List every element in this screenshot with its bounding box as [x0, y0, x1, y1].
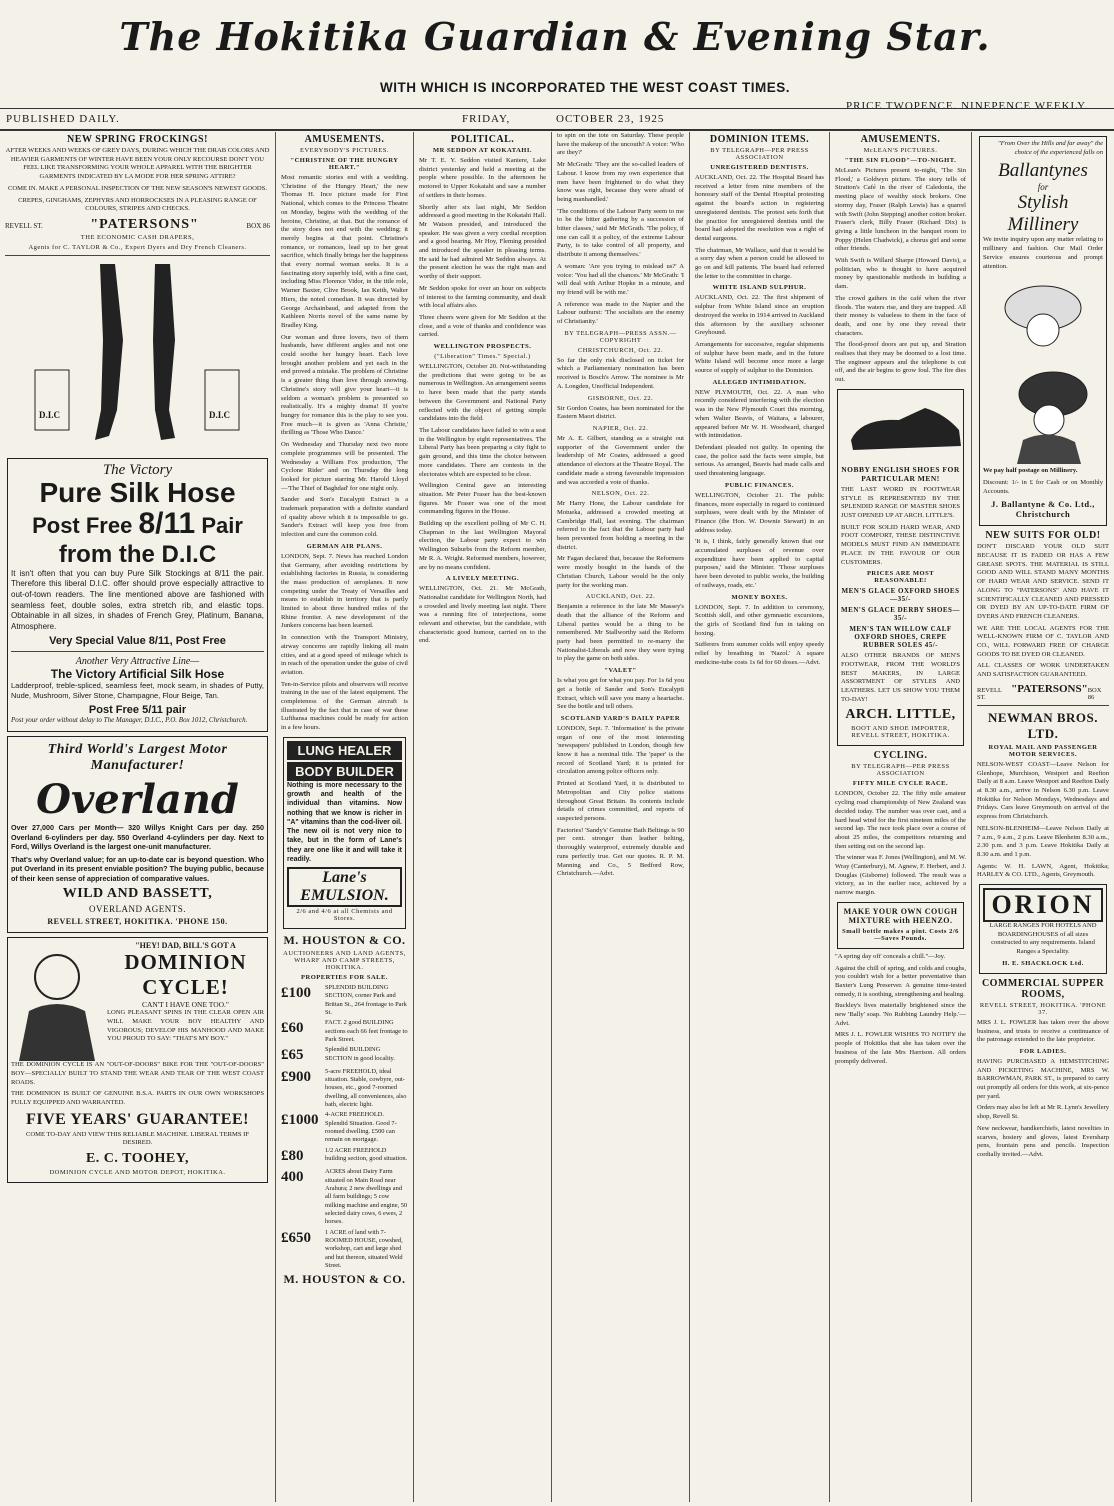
ballantyne-footer: J. Ballantyne & Co. Ltd., Christchurch [991, 499, 1095, 520]
column-7 [972, 132, 1114, 1502]
sulphur-text: AUCKLAND, Oct. 22. The first shipment of sulphur from White Island since an eruption destroyed the works in 1914 arrived in Auckland this afternoon by the auxiliary schooner Greyhound. [695, 294, 824, 337]
wellington-text-3: Wellington Central gave an interesting situation. Mr Peter Fraser has the best-known figures. Mr Fraser was one of the most commanding figures in the House. [419, 482, 546, 516]
seddon-heading: MR SEDDON AT KOKATAHI. [432, 147, 532, 154]
shoe-price-2: MEN'S GLACE DERBY SHOES—35/- [841, 606, 960, 623]
dic-hosiery-ad [7, 458, 268, 732]
overland-logo: Overland [36, 776, 239, 824]
shoe-price-3: MEN'S TAN WILLOW CALF OXFORD SHOES, CREPE RUBBER SOLES 45/- [849, 625, 952, 650]
cycle-text-2: THE DOMINION CYCLE IS AN "OUT-OF-DOORS" BIKE FOR THE "OUT-OF-DOORS" BOY—SPECIALLY BUILT TO STAND THE WEAR AND TEAR OF THE WEST COAST ROADS. [11, 1061, 264, 1086]
newman-heading: NEWMAN BROS. LTD. [987, 709, 1098, 741]
box-label: BOX 86 [1087, 686, 1102, 701]
press-assn-label: BY TELEGRAPH—PRESS ASSN.—COPYRIGHT [564, 329, 677, 344]
col4-text-3: 'The conditions of the Labour Party seem to me to be the bitter gathering by a succession of bitter classes,' said Mr McGrath. 'The policy, if one can call it a policy, of the extreme Labour Party, is to take control of all property, and distribute it among themselves.' [557, 207, 684, 259]
newspaper-title: The Hokitika Guardian & Evening Star. [119, 14, 991, 59]
finances-heading: PUBLIC FINANCES. [724, 481, 795, 489]
property-6: £80 1/2 ACRE FREEHOLD building section, good situation. [281, 1146, 408, 1164]
make-mixture: MAKE YOUR OWN COUGH MIXTURE with HEENZO. [843, 906, 958, 925]
valet-text: Is what you get for what you pay. For 1s 6d you get a bottle of Sander and Son's Eucalypti Extract, which will save you many a heartache. See the bottle and tell others. [557, 677, 684, 711]
orion-ad [979, 884, 1107, 974]
cycle-text: LONG PLEASANT SPINS IN THE CLEAR OPEN AIR WILL MAKE YOUR BOY HEALTHY AND VIGOROUS; DEVELOP HIS MANHOOD AND MAKE YOU PROUD TO SAY: "THAT'S MY BOY." [107, 1009, 264, 1043]
mcleans-label: McLEAN'S PICTURES. [863, 147, 938, 154]
german-text-2: In connection with the Transport Ministry, airway concerns are rapidly linking all main cities, and at a good speed of mileage which is in reach of the operation under the guise of civil aviation. [281, 634, 408, 676]
dominion-title: DOMINION [124, 950, 247, 975]
price-line-811 [11, 507, 264, 541]
newman-text-3: Agents: W. H. LAWN, Agent, Hokitika; HARLEY & CO. LTD., Agents, Greymouth. [977, 862, 1109, 879]
property-8: £650 1 ACRE of land with 7-ROOMED HOUSE, cowshed, workshop, cart and large shed and hut thereon, situated Weld Street. [281, 1228, 403, 1269]
amusements-heading-2: AMUSEMENTS. [860, 134, 941, 145]
overland-text: Over 27,000 Cars per Month— 320 Willys Knight Cars per day. 250 Overland 6-cylinders per day. 550 Overland 4-cylinders per day. Next to Ford, Willys Overland is the largest one-unit manufacturer. [11, 823, 264, 852]
neckwear-text: New neckwear, handkerchiefs, latest novelties in scarves, hosiery and gloves, latest Eversharp pens, fountain pens and pencils. Inspection cordially invited.—Advt. [977, 1124, 1109, 1158]
scotland-text: LONDON, Sept. 7. 'Information' is the private organ of one of the most interesting 'newspapers' published in London, though few know it has a nominal title. The 'paper' is the record of Scotland Yard; it is printed for circulation among police officers only. [557, 724, 684, 776]
property-1: £100 SPLENDID BUILDING SECTION, corner Park and Brittan St., 264 frontage to Park St. [281, 984, 407, 1016]
column-5 [690, 132, 830, 1502]
property-7: 400 ACRES about Dairy Farm situated on Main Road near Arahura; 2 new dwellings and all farm buildings; 5 cow milking machine and engine, 50 selected dairy cows, 6 ewes, 2 horses. [281, 1168, 408, 1226]
ballantynes-logo: Ballantynes [998, 160, 1088, 182]
nelson-text-2: Mr Fagan declared that, because the Reformers were mostly bought in the hands of the Christian Church, Labour would be the only party for the working man. [557, 555, 684, 589]
newman-text-2: NELSON-BLENHEIM—Leave Nelson Daily at 7 a.m., 9 a.m., 2 p.m. Leave Blenheim 8.30 a.m., 2.30 p.m. and 3 p.m. Leave Hokitika Daily at 8.30 a.m. and 1 p.m. [977, 824, 1109, 858]
german-text: LONDON, Sept. 7. News has reached London that Germany, after avoiding restrictions by establishing factories in Russia, is considering the mass production of aeroplanes. It now competing under the Treaty of Versailles and means to establish in territory that is partly limited to about three hundred miles of the Rhine frontier. A new development of the Junkers concerns has been learned. [281, 552, 408, 630]
post-free-label: Post Free [32, 512, 133, 538]
patersons-line-2 [977, 683, 1109, 701]
sin-flood-title: "THE SIN FLOOD"—TO-NIGHT. [844, 157, 957, 164]
dentists-text-2: The chairman, Mr Wallace, said that it would be a sorry day when a person could be allowed to go on and kill patients. The board had referred the letter to the committee in charge. [695, 246, 824, 280]
millinery-quote: "From Over the Hills and far away" the choice of the experienced falls on [997, 140, 1103, 156]
intimidation-text-2: Defendant pleaded not guilty. In opening the case, the police said the facts were simple, but serious. As arranged, Beavis had made calls and used threatening language. [695, 443, 824, 478]
revell-label: REVELL ST. [5, 221, 43, 230]
arch-little-name: ARCH. LITTLE, [845, 707, 956, 723]
ballantynes-ad [979, 136, 1107, 526]
suits-text-3: ALL CLASSES OF WORK UNDERTAKEN AND SATISFACTION GUARANTEED. [977, 662, 1109, 679]
sulphur-text-2: Arrangements for successive, regular shipments of sulphur have been made, and in the future White Island will become once more a large source of supply of sulphur to the Dominion. [695, 340, 824, 375]
dateline-bar [0, 108, 1114, 131]
finances-text: WELLINGTON, October 21. The public finances, more especially in regard to continued surpluses, were dealt with by the Minister of Finance (the Hon. W. Downie Stewart) in an address today. [695, 491, 824, 534]
from-dic: from the D.I.C [58, 540, 217, 568]
nelson-text: Mr Harry Hone, the Labour candidate for Motueka, addressed a crowded meeting at Cambridge Hall, last evening. The chairman referred to the fact that the Labour party had been prevented from holding a meeting in the district. [557, 500, 684, 551]
christine-text-3: On Wednesday and Thursday next two more complete programmes will be presented. The Wednesday a William Fox production, 'The Cyclone Rider' and on Thursday the long looked for picture starring Mr. Harold Lloyd—'The Thief of Baghdad' for one night only. [281, 441, 408, 492]
shacklock-name: H. E. SHACKLOCK Ltd. [1002, 959, 1084, 967]
auckland-dateline: AUCKLAND, Oct. 22. [585, 593, 656, 601]
sulphur-heading: WHITE ISLAND SULPHUR. [712, 284, 807, 292]
shoe-text: ALSO OTHER BRANDS OF MEN'S FOOTWEAR, FROM THE WORLD'S BEST MAKERS, IN LARGE ASSORTMENT OF STYLES AND LEATHERS. LET US SHOW YOU THEM TO-DAY! [841, 652, 960, 703]
column-4 [552, 132, 690, 1502]
suits-text-2: WE ARE THE LOCAL AGENTS FOR THE WELL-KNOWN FIRM OF C. TAYLOR AND CO., WILL FORWARD FREE OF CHARGE GOODS TO BE DYED OR CLEANED. [977, 624, 1109, 658]
supper-text: MRS J. L. FOWLER has taken over the above business, and trusts to receive a continuance of the patronage extended to the late proprietor. [977, 1018, 1109, 1044]
toohey-sub: DOMINION CYCLE AND MOTOR DEPOT, HOKITIKA. [49, 1169, 226, 1177]
spring-text: Against the chill of spring, and colds and coughs, you couldn't wish for a better preventative than Baxter's Lung Preserver. A genuine time-tested remedy, it is soothing, strengthening and healing. [835, 964, 966, 998]
dominion-items-heading: DOMINION ITEMS. [709, 134, 810, 145]
press-assn-label: BY TELEGRAPH—PER PRESS ASSOCIATION [851, 763, 950, 778]
wellington-text-4: Building up the excellent polling of Mr C. H. Chapman in the last Wellington Mayoral election, the Labour party expect to win Wellington Suburbs from the Reform member, Mr R. A. Wright. Reformed members, however, are by no means confident. [419, 520, 546, 571]
col4-text-5: A reference was made to the Napier and the Labour outburst: 'The socialists are the enemy of Christianity.' [557, 300, 684, 326]
masthead [0, 0, 1114, 118]
stylish-millinery: Stylish Millinery [1007, 192, 1079, 236]
price-line: PRICE TWOPENCE. NINEPENCE WEEKLY. [846, 100, 1089, 112]
intimidation-text: NEW PLYMOUTH, Oct. 22. A man who recently considered interfering with the election was in the New Plymouth Court this morning, when Walter Beavis, of Waitara, a labourer, appeared before Mr W. H. Woodward, charged with intimidation. [695, 388, 824, 440]
victory-label: The Victory [102, 461, 173, 478]
houston-sub: AUCTIONEERS AND LAND AGENTS, WHARF AND CAMP STREETS, HOKITIKA. [283, 950, 406, 971]
property-2: £60 FACT. 2 good BUILDING sections each 66 feet frontage to Park Street. [281, 1019, 408, 1043]
overland-agents: OVERLAND AGENTS. [89, 904, 186, 915]
frockings-text-2: COME IN. MAKE A PERSONAL INSPECTION OF THE NEW SEASON'S NEWEST GOODS. [7, 184, 268, 192]
col4-text-2: Mr McGrath: 'They are the so-called leaders of Labour. I know from my own experience that men have been frightened to do what they know was right, because they were afraid of being manhandled.' [557, 161, 684, 203]
cycle-text-3: THE DOMINION IS BUILT OF GENUINE B.S.A. PARTS IN OUR OWN WORKSHOPS FULLY EQUIPPED AND WARRANTED. [11, 1090, 264, 1107]
patersons-sub: THE ECONOMIC CASH DRAPERS, [80, 233, 195, 241]
cycling-subheading: FIFTY MILE CYCLE RACE. [852, 780, 949, 788]
lanes-price: 2/6 and 4/6 at all Chemists and Stores. [296, 908, 393, 922]
property-4: £900 5-acre FREEHOLD, ideal situation. Stable, cowbyre, out-houses, etc., good 7-roomed dwelling, all conveniences, also bath, electric light. [281, 1067, 407, 1109]
lively-heading: A LIVELY MEETING. [445, 575, 520, 583]
arch-little-sub: BOOT AND SHOE IMPORTER, REVELL STREET, HOKITIKA. [851, 725, 950, 740]
sander-text: Sander and Son's Eucalypti Extract is a trademark preparation with a definite standard of quality above which it is impossible to go. Sander's Extract will keep you free from infection and cure the common cold. [281, 496, 408, 539]
spring-days: "A spring day oft' conceals a chill."—Joy. [835, 952, 946, 960]
date-label: OCTOBER 23, 1925 [556, 113, 665, 125]
napier-text: Mr A. E. Gilbert, standing as a straight out supporter of the Government under the leadership of Mr Coates, addressed a good attendance of electors at the Theatre Royal. The candidate made a strong favourable impression and was accorded a vote of thanks. [557, 434, 684, 486]
factories-text: Factories! 'Sandy's' Genuine Bath Beltings is 90 per cent. stronger than leather belting, thoroughly waterproof, extremely durable and runs perfectly true. Get our quotes. R. P. M. Manning and Co., 5 Bedford Row, Christchurch.—Advt. [557, 826, 684, 878]
lanes-text: Nothing is more necessary to the growth and health of the individual than vitamins. Now nothing that we know is richer in "A" vitamins than the cod-liver oil. The new oil is not very nice to take, but in the form of Lane's they are one like it and will take it readily. [287, 781, 402, 863]
seddon-text-3: Mr Seddon spoke for over an hour on subjects of interest to the farming community, and dealt with local affairs also. [419, 284, 546, 310]
supper-heading: COMMERCIAL SUPPER ROOMS, [981, 977, 1105, 1000]
christchurch-text: So far the only risk disclosed on ticket for which a Parliamentary nomination has been received is Bosch's Arrow. The nominee is Mr A. Longden, Unofficial Independent. [557, 356, 684, 390]
orion-text: LARGE RANGES FOR HOTELS AND BOARDINGHOUSES of all sizes constructed to any requirements. Island Ranges a Speciality. [989, 922, 1097, 956]
patersons-name: "PATERSONS" [1011, 682, 1088, 695]
frockings-text: AFTER WEEKS AND WEEKS OF GREY DAYS, DURING WHICH THE DRAB COLORS AND HEAVIER GARMENTS OF WINTER HAVE BEEN YOUR ONLY RECOURSE DON'T YOU FEEL LIKE TRANSFORMING YOUR WHOLE APPAREL WITH THE BRIGHTER GARMENTS INDICATED BY LA MODE FOR HER SPRING ATTIRE? [5, 147, 270, 181]
box-label: BOX 86 [246, 221, 270, 230]
prices-line: PRICES ARE MOST REASONABLE! [866, 570, 935, 585]
everybodys-label: EVERYBODY'S PICTURES. [300, 147, 389, 154]
cycling-text: LONDON, October 22. The fifty mile amateur cycling road championship of New Zealand was decided today. The number was over cast, and a hard head wind for the first nineteen miles of the second lap. The race took place over a course of about 25 miles, the competitors returning and then setting out on the second lap. [835, 790, 966, 850]
lanes-logo: Lane's EMULSION. [287, 867, 402, 907]
nobby-heading: NOBBY ENGLISH SHOES FOR PARTICULAR MEN! [841, 464, 960, 483]
seddon-text: Mr T. E. Y. Seddon visited Kaniere, Lake district yesterday and held a meeting at the people where possible. In the afternoon he motored to Upper Kokatahi and saw a number of settlers in their homes. [419, 157, 546, 199]
artificial-text: Ladderproof, treble-spliced, seamless feet, mock seam, in shades of Putty, Nude, Mushroom, Silver Stone, Champagne, Flour Beige, Tan. [11, 681, 264, 701]
sin-text: McLean's Pictures present to-night, 'The Sin Flood,' a Goldwyn picture. The story tells of Stratton's Café in the river of Caledonia, the meeting place of wealthy stock brokers. One stormy day, Fraser (Ralph Lewis) has a quarrel with Swift (John Stepping) another cotton broker. Fraser's clerk, Billy Fraser (Richard Dix) is giving a little luncheon in the banquet room to Poppy (Helen Chadwick), a chorus girl and some other friends. [835, 167, 966, 253]
houston-footer: M. HOUSTON & CO. [283, 1272, 406, 1287]
toohey-name: E. C. TOOHEY, [85, 1151, 190, 1167]
col4-text: to spin on the tote on Saturday. These people have the makeup of the uncouth? A voice: 'Who are they?' [557, 132, 684, 157]
column-6 [830, 132, 972, 1502]
hose-text: It isn't often that you can buy Pure Silk Stockings at 8/11 the pair. Therefore this liberal D.I.C. offer should prove especially attractive to out-of-town readers. The line mentioned above are fashioned with seamless feet, double soles, extra stretch rib, and elastic tops. Obtainable in all sizes, in shades of French Grey, Platinum, Banana, Atmosphere. [11, 568, 264, 631]
dentists-heading: UNREGISTERED DENTISTS. [710, 164, 809, 171]
lively-text: WELLINGTON, Oct. 21. Mr McGrath, Nationalist candidate for Wellington North, had a crowded and lively meeting last night. There was a running fire of interjections, some relevant and otherwise, but the candidate, with characteristic good humour, carried on to the end. [419, 585, 546, 645]
silk-hose-heading: Pure Silk Hose [39, 476, 236, 508]
price-511: Post Free 5/11 pair [88, 703, 187, 716]
post-order: Post your order without delay to The Manager, D.I.C., P.O. Box 1012, Christchurch. [11, 715, 248, 724]
christine-text: Most romantic stories end with a wedding. 'Christine of the Hungry Heart,' the new Thomas H. Ince picture made for First National, which comes to the Princess Theatre on Monday, begins with the wedding of the heroine, Christine, at that. But the romance of the story does not end with the wedding; it merely begins at that point. Christine's romance, or romances, lead up to her great sacrifice, which finally brings her the happiness that every normal woman seeks. It is a fascinating story superbly told, with a fine cast, including Miss Florence Vidor, in the title role, Warner Baxter, Clive Brook, Ian Keith, Walter Hiers, the noted comedian. It was directed by George Archainbaud, and adapted from the Kathleen Norris novel of the same name by Bradley King. [281, 174, 408, 329]
napier-dateline: NAPIER, Oct. 22. [592, 424, 649, 432]
cycle-title: CYCLE! [142, 975, 229, 1000]
christine-text-2: Our woman and three lovers, two of them husbands, have different angles and not one could soothe her hungry heart. Each love brought another problem and yet each in the end proved a mistake. The problem of Christine is a greater thing than love through snowing. Christine's story will give your heart—it is seldom a woman's problem is presented so realistically. It's a mighty drama! If you're hungry for romance this is the play to see you. Free much—it is given as 'Anna Christie,' thrilling as 'Those Who Dance.' [281, 333, 408, 437]
suffering-text: Sufferers from summer colds will enjoy speedy relief by breathing in 'Nazol.' A square medicine-tube costs 1s 6d for 60 doses.—Advt. [695, 641, 824, 666]
heenzo-text: Small bottle makes a pint. Costs 2/6—Saves Pounds. [842, 927, 959, 942]
patersons-name: "PATERSONS" [90, 216, 199, 232]
overland-text-2: That's why Overland value; for an up-to-date car is beyond question. Who put Overland in its present enviable position? The buying public, because of their keen sense of appreciation of comparative values. [11, 854, 264, 883]
hosiery-illustration [5, 260, 270, 454]
political-heading: POLITICAL. [450, 134, 515, 145]
hat-lady-illustration [983, 274, 1109, 464]
nobby-text-2: BUILT FOR SOLID HARD WEAR, AND FOOT COMFORT, THESE DISTINCTIVE MODELS MUST FIND AN IMMEDIATE PLACE IN THE FAVOUR OF OUR CUSTOMERS. [841, 523, 960, 566]
dominion-cycle-ad [7, 937, 268, 1183]
come-today: COME TO-DAY AND VIEW THIS RELIABLE MACHINE. LIBERAL TERMS IF DESIRED. [25, 1130, 250, 1147]
fowler-text: MRS J. L. FOWLER WISHES TO NOTIFY the people of Hokitika that she has taken over the business of the late Mrs Harrison. All orders promptly delivered. [835, 1031, 966, 1065]
gisborne-text: Sir Gordon Coates, has been nominated for the Eastern Maori district. [557, 404, 684, 421]
ladies-text: HAVING PURCHASED A HEMSTITCHING AND PICKETING MACHINE, MRS W. BARROWMAN, PARK ST., is prepared to carry out promptly all orders for this work, at six-pence per yard. [977, 1057, 1109, 1100]
press-assn-label: BY TELEGRAPH—PER PRESS ASSOCIATION [710, 147, 809, 161]
hey-dad: "HEY! DAD, BILL'S GOT A [135, 941, 236, 951]
published-label: PUBLISHED DAILY. [6, 113, 120, 125]
column-3 [414, 132, 552, 1502]
artificial-hose: The Victory Artificial Silk Hose [50, 667, 225, 682]
property-5: £1000 4-ACRE FREEHOLD. Splendid Situation. Good 7-roomed dwelling. £500 can remain on mortgage. [281, 1111, 397, 1144]
patersons-line [5, 217, 270, 233]
amusements-heading: AMUSEMENTS. [304, 134, 385, 145]
stocking-legs-drawing [5, 260, 271, 454]
finances-text-2: 'It is, I think, fairly generally known that our accumulated surpluses of revenue over expenditure have been applied to capital purposes,' said the Minister. 'Those surpluses have been devoted to public works, the building of railways, roads, etc.' [695, 538, 824, 589]
discount-text: Discount: 1/- in £ for Cash or on Monthly Accounts. [983, 478, 1103, 495]
wellington-text-2: The Labour candidates have failed to win a seat in the Wellington by eight representatives. The Liberal Party has been preparing a city fight to gain ground, and this time the choice between more candidates. There are contests in the electorates which are expected to be close. [419, 426, 546, 478]
sin-text-2: With Swift is Willard Sharpe (Howard Davis), a politician, who is thought to have acquired money by questionable methods in building a dam. [835, 257, 966, 291]
wellington-sub: ("Liberation" Times." Special.) [434, 353, 531, 361]
newman-text: NELSON-WEST COAST—Leave Nelson for Glenhope, Murchison, Westport and Reefton Daily at 8 a.m. Leave Westport and Reefton Daily at 8.30 a.m., arrive in Nelson 6.30 p.m. Leave Hokitika for Nelson Mondays, Wednesdays and Fridays. Cars leave Greymouth on arrival of the express from Christchurch. [977, 760, 1109, 821]
column-2 [276, 132, 414, 1502]
property-3: £65 Splendid BUILDING SECTION in good locality. [281, 1046, 395, 1064]
money-heading: MONEY BOXES. [731, 593, 788, 601]
supper-address: REVELL STREET, HOKITIKA. 'PHONE 37. [979, 1001, 1107, 1016]
postage-text: We pay half postage on Millinery. [983, 467, 1078, 475]
auckland-text: Benjamin a reference to the late Mr Massey's death that the alliance of the Reform and Liberal parties would be a thing to be remembered. Mr Stallworthy said the Reform party had been permitted to re-marry the Nationalist-Liberals and now they were trying to play the game on both sides. [557, 603, 684, 663]
wellington-text: WELLINGTON, October 20. Not-withstanding the predictions that were going to be as numerous in Wellington. An arrangement seems to have been made that the party stands between the Government and National Party reflected with the object of getting simple candidates into the field. [419, 363, 546, 423]
boy-illustration [11, 941, 103, 1061]
money-text: LONDON, Sept. 7. In addition to ceremony, Scottish skill, and other gymnastic excursions, the girls of Scotland find fun in taking on boxing. [695, 603, 824, 637]
dic-badge-right: D.I.C [209, 409, 231, 420]
german-text-3: Ten-in-Service pilots and observers will receive training in the use of the latest equipment. The completeness of the German aircraft is illustrated by the fact that in case of war these Lufthansa machines could be ready for action in a few hours. [281, 680, 408, 732]
valet-heading: "VALET" [604, 667, 637, 675]
scotland-heading: SCOTLAND YARD'S DAILY PAPER [560, 714, 681, 722]
ladies-heading: FOR LADIES. [1019, 1047, 1067, 1055]
for-label: for [1037, 182, 1049, 193]
special-value: Very Special Value 8/11, Post Free [49, 635, 226, 648]
christine-title: "CHRISTINE OF THE HUNGRY HEART." [290, 157, 399, 171]
suits-heading: NEW SUITS FOR OLD! [985, 530, 1101, 542]
houston-heading: M. HOUSTON & CO. [283, 933, 406, 947]
ladies-text-2: Orders may also be left at Mr R. Lynn's Jewellery shop, Revell St. [977, 1104, 1109, 1121]
another-line: Another Very Attractive Line— [75, 656, 200, 668]
body-builder: BODY BUILDER [287, 762, 402, 781]
buckley-text: Buckley's lives materially brightened since the new 'Bally' soap. 'No Rubbing Laundry Help.'—Advt. [835, 1002, 966, 1027]
revell-label: REVELL ST. [977, 686, 1002, 701]
intimidation-heading: ALLEGED INTIMIDATION. [712, 378, 807, 386]
properties-heading: PROPERTIES FOR SALE. [301, 974, 388, 981]
shoe-price-1: MEN'S GLACE OXFORD SHOES—35/- [841, 587, 960, 604]
day-label: FRIDAY, [462, 113, 511, 125]
sin-text-3: The crowd gathers in the café when the river floods. The waters rise, and they are trapped. All their money is valueless to them in the face of death, and one by one they reveal their characters. [835, 294, 966, 337]
overland-address: REVELL STREET, HOKITIKA. 'PHONE 150. [47, 917, 228, 927]
suits-text: DON'T DISCARD YOUR OLD SUIT BECAUSE IT IS FADED OR HAS A FEW GREASE SPOTS. THE MATERIAL IS STILL GOOD AND WILL STAND MANY MONTHS OF HARD WEAR AND SERVICE. SEND IT ALONG TO "PATERSONS" AND HAVE IT SCIENTIFICALLY CLEANED AND PRESSED OR DYED BY AN UP-TO-DATE FIRM OF DYERS AND FRENCH CLEANERS. [977, 543, 1109, 620]
newspaper-subtitle: WITH WHICH IS INCORPORATED THE WEST COAST TIMES. [380, 80, 790, 95]
cycling-text-2: The winner was F. Jones (Wellington), and M. W. Wray (Canterbury), M. Agnew, F. Herbert, and J. Douglas (Gisborne) followed. The result was a victory, as in the earlier race, achieved by a narrow margin. [835, 854, 966, 897]
wellington-heading: WELLINGTON PROSPECTS. [433, 343, 532, 351]
column-1 [0, 132, 276, 1502]
german-heading: GERMAN AIR PLANS. [306, 542, 383, 550]
orion-logo: ORION [983, 888, 1103, 922]
col4-text-4: A woman: 'Are you trying to mislead us?' A voice: 'You had all the chances.' Mr McGrath: 'I will deal with Arthur Hopke in a minute, and my friend will be with me.' [557, 262, 684, 296]
arch-little-ad [837, 389, 964, 747]
lanes-ad [283, 737, 406, 929]
price-811: 8/11 [138, 506, 196, 540]
overland-ad [7, 736, 268, 933]
wild-bassett: WILD AND BASSETT, [62, 886, 213, 902]
seddon-text-2: Shortly after six last night, Mr Seddon addressed a good meeting in the Kokatahi Hall. Mr Watson presided, and introduced the speaker. He was given a very cordial reception and a good hearing. Mr Hoy, Fleming presided and introduced the speaker in pleasing terms. He said he had admired Mr Seddon always. At the present election he was the right man and worthy of their support. [419, 203, 546, 281]
seddon-text-4: Three cheers were given for Mr Seddon at the close, and a vote of thanks and confidence was carried. [419, 313, 546, 339]
motor-heading: Third World's Largest Motor Manufacturer! [47, 742, 228, 774]
cycling-heading: CYCLING. [873, 750, 928, 762]
christchurch-dateline: CHRISTCHURCH, Oct. 22. [577, 346, 664, 354]
nelson-dateline: NELSON, Oct. 22. [591, 490, 650, 498]
gisborne-dateline: GISBORNE, Oct. 22. [587, 394, 654, 402]
nobby-text: THE LAST WORD IN FOOTWEAR STYLE IS REPRESENTED BY THE SPLENDID RANGE OF MASTER SHOES JUST OPENED UP AT ARCH. LITTLE'S. [841, 485, 960, 519]
frockings-heading: NEW SPRING FROCKINGS! [67, 134, 208, 145]
guarantee: FIVE YEARS' GUARANTEE! [26, 1110, 249, 1128]
newman-sub: ROYAL MAIL AND PASSENGER MOTOR SERVICES. [988, 743, 1098, 758]
patersons-agents: Agents for C. TAYLOR & Co., Expert Dyers and Dry French Cleaners. [28, 243, 247, 251]
millinery-text: We invite inquiry upon any matter relating to millinery and fashion. Our Mail Order Service ensures courteous and prompt attention. [983, 236, 1103, 270]
dic-badge-left: D.I.C [39, 409, 61, 420]
heenzo-ad [837, 902, 964, 949]
scotland-text-2: Printed at Scotland Yard, it is distributed to Metropolitan and City police stations throughout Great Britain. Its contents include details of crimes committed, and reports of suspected persons. [557, 780, 684, 822]
sin-text-4: The flood-proof doors are put up, and Stratton realises that they may be doomed to a lost time. The engineer appears and the telephone is cut off, and the air begins to grow foul. The fire dies out. [835, 341, 966, 384]
cant-have: CAN'T I HAVE ONE TOO." [142, 1000, 229, 1010]
dentists-text: AUCKLAND, Oct. 22. The Hospital Board has received a letter from nine members of the honorary staff of the Dental Hospital protesting against the board's action in registering unregistered dentists. The protest sets forth that the practice for unregistered dentists until the board had adopted the resolution was a right of dental surgeons. [695, 174, 824, 242]
frockings-text-3: CREPES, GINGHAMS, ZEPHYRS AND HORROCKSES IN A PLEASING RANGE OF COLOURS, STRIPES AND CHECKS. [18, 196, 257, 213]
pair-label: Pair [201, 512, 243, 538]
shoe-illustration [841, 396, 969, 462]
lung-healer: LUNG HEALER [287, 741, 402, 760]
